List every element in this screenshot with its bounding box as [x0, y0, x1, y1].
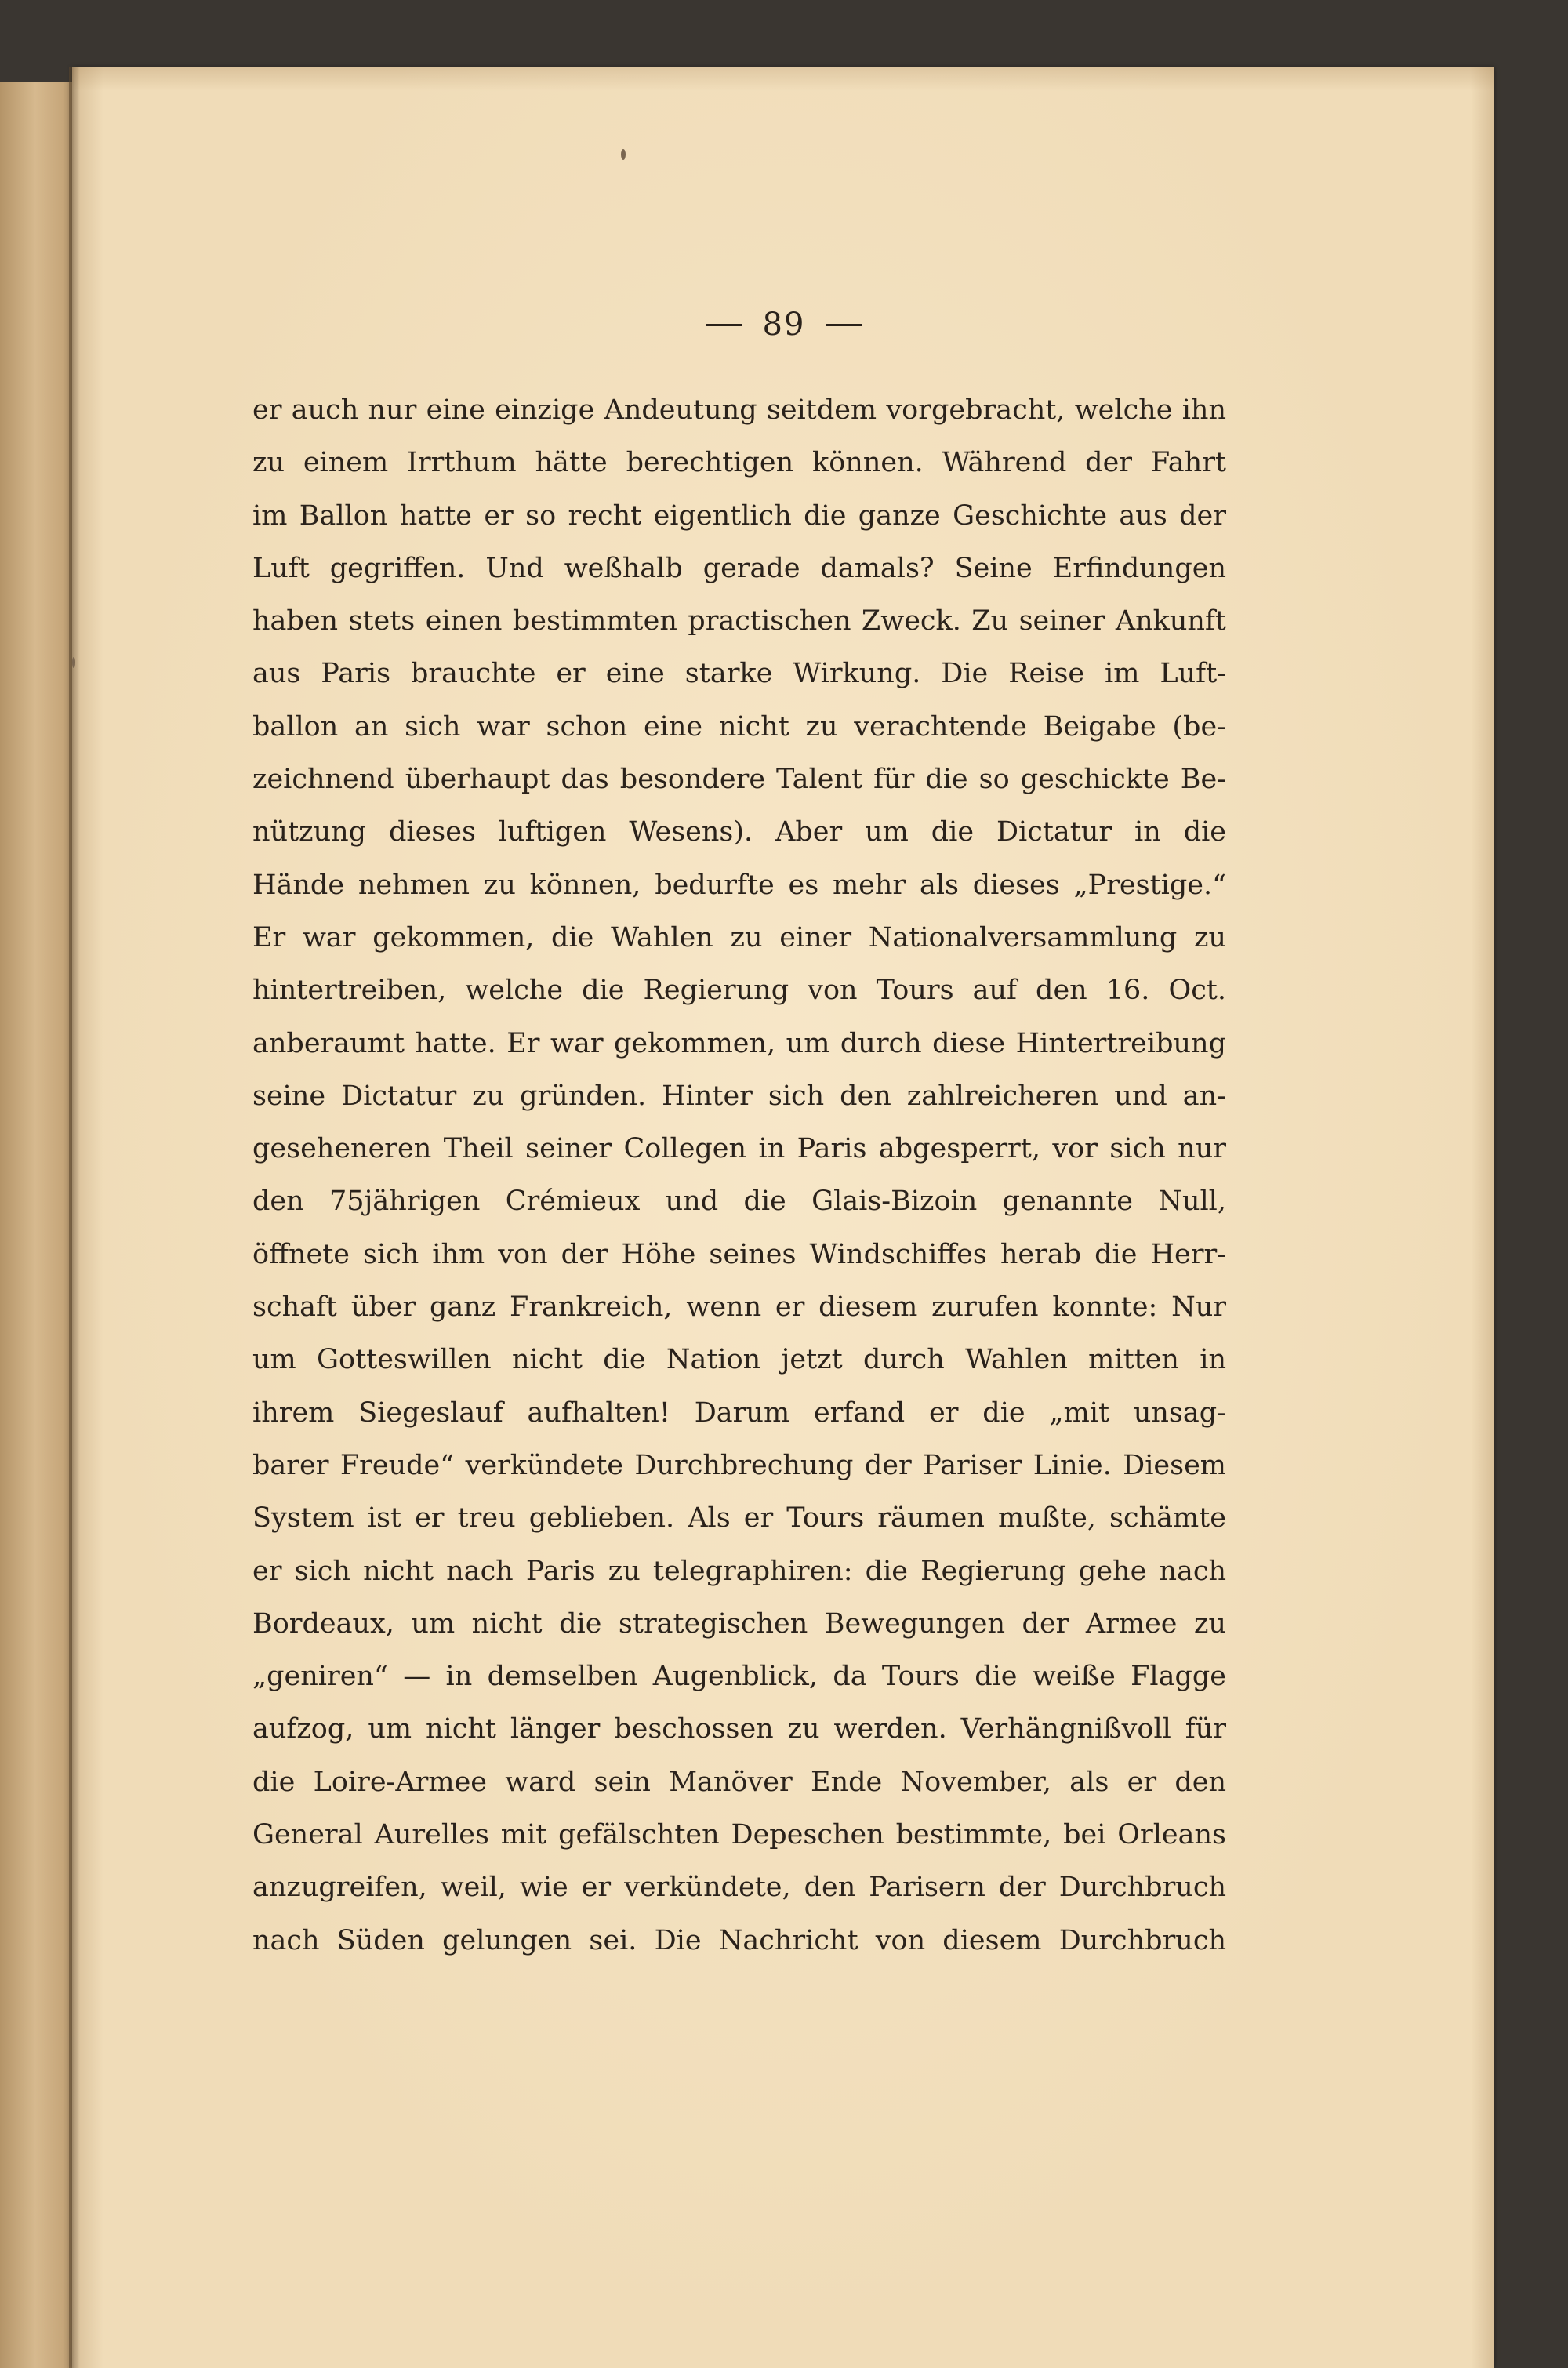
paper-speck: [621, 149, 626, 160]
text-line: anzugreifen, weil, wie er verkündete, den Parisern der Durchbruch: [252, 1872, 1226, 1904]
paper-speck: [72, 657, 75, 668]
text-line: schaft über ganz Frankreich, wenn er diesem zurufen konnte: Nur: [252, 1291, 1226, 1324]
text-line: „geniren“ — in demselben Augenblick, da Tours die weiße Flagge: [252, 1661, 1226, 1693]
text-line: die Loire-Armee ward sein Manöver Ende November, als er den: [252, 1766, 1226, 1798]
text-line: seine Dictatur zu gründen. Hinter sich den zahlreicheren und an-: [252, 1080, 1226, 1112]
text-line: General Aurelles mit gefälschten Depeschen bestimmte, bei Orleans: [252, 1819, 1226, 1851]
body-text: [252, 384, 1226, 1967]
page-number: 89: [762, 307, 806, 343]
text-line: haben stets einen bestimmten practischen Zweck. Zu seiner Ankunft: [252, 605, 1226, 637]
text-line: er sich nicht nach Paris zu telegraphiren: die Regierung gehe nach: [252, 1555, 1226, 1587]
text-line: ihrem Siegeslauf aufhalten! Darum erfand er die „mit unsag-: [252, 1396, 1226, 1429]
page-header: [0, 304, 1568, 343]
text-line: Hände nehmen zu können, bedurfte es mehr als dieses „Prestige.“: [252, 869, 1226, 901]
text-line: anberaumt hatte. Er war gekommen, um durch diese Hintertreibung: [252, 1027, 1226, 1059]
text-line: Er war gekommen, die Wahlen zu einer Nationalversammlung zu: [252, 921, 1226, 953]
text-line: nützung dieses luftigen Wesens). Aber um die Dictatur in die: [252, 816, 1226, 848]
text-line: gesehenеren Theil seiner Collegen in Paris abgesperrt, vor sich nur: [252, 1133, 1226, 1165]
gutter-shadow: [69, 67, 80, 2368]
text-line: den 75jährigen Crémieux und die Glais-Bizoin genannte Null,: [252, 1186, 1226, 1218]
text-line: hintertreiben, welche die Regierung von Tours auf den 16. Oct.: [252, 975, 1226, 1007]
text-line: um Gotteswillen nicht die Nation jetzt durch Wahlen mitten in: [252, 1344, 1226, 1376]
text-line: Luft gegriffen. Und weßhalb gerade damals? Seine Erfindungen: [252, 552, 1226, 584]
text-line: ballon an sich war schon eine nicht zu verachtende Beigabe (be-: [252, 710, 1226, 743]
text-line: öffnete sich ihm von der Höhe seines Windschiffes herab die Herr-: [252, 1238, 1226, 1270]
text-line: er auch nur eine einzige Andeutung seitdem vorgebracht, welche ihn: [252, 394, 1226, 426]
text-line: System ist er treu geblieben. Als er Tours räumen mußte, schämte: [252, 1502, 1226, 1534]
previous-page-edge: [0, 82, 78, 2368]
text-line: nach Süden gelungen sei. Die Nachricht von diesem Durchbruch: [252, 1924, 1226, 1956]
text-line: zeichnend überhaupt das besondere Talent für die so geschickte Be-: [252, 764, 1226, 796]
text-line: barer Freude“ verkündete Durchbrechung der Pariser Linie. Diesem: [252, 1449, 1226, 1481]
text-line: aufzog, um nicht länger beschossen zu werden. Verhängnißvoll für: [252, 1713, 1226, 1745]
header-dash-right: [826, 324, 862, 326]
header-dash-left: [706, 324, 742, 326]
text-line: Bordeaux, um nicht die strategischen Bewegungen der Armee zu: [252, 1607, 1226, 1640]
text-line: im Ballon hatte er so recht eigentlich die ganze Geschichte aus der: [252, 499, 1226, 532]
text-line: aus Paris brauchte er eine starke Wirkung. Die Reise im Luft-: [252, 658, 1226, 690]
text-line: zu einem Irrthum hätte berechtigen können. Während der Fahrt: [252, 447, 1226, 479]
